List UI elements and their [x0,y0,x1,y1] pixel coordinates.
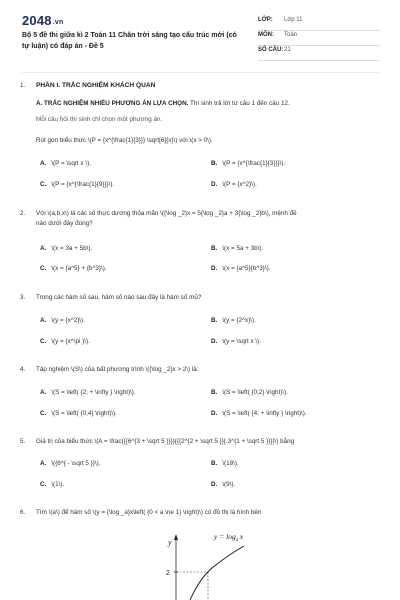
q1-option-d[interactable]: D. \(P = {x^2}\). [211,181,257,188]
q2-option-b[interactable]: B. \(x = 5a + 3b\). [211,245,264,252]
q4-option-b[interactable]: B. \(S = \left( {0;2} \right)\). [211,389,288,396]
curve-label: $y = \log_a x$ [214,532,244,543]
meta-class: LỚP: Lớp 11 [258,14,380,31]
question-number: 1. [20,82,26,89]
section-instruction: Mỗi câu hỏi thí sinh chỉ chọn một phương án. [36,116,163,123]
q5-option-c[interactable]: C. \(1\). [40,481,65,488]
y-axis-label: y [168,538,172,547]
y-axis-arrow-icon [174,534,178,540]
q5-option-b[interactable]: B. \(18\). [211,460,239,467]
q1-option-c[interactable]: C. \(P = {x^{\frac{1}{9}}}\). [40,181,115,188]
q4-option-d[interactable]: D. \(S = \left( {4; + \infty } \right)\). [211,410,307,417]
meta-subject: MÔN: Toán [258,29,380,46]
q3-option-c[interactable]: C. \(y = {x^\pi }\). [40,338,90,345]
q2-option-c[interactable]: C. \(x = {a^5} + {b^3}\). [40,265,107,272]
page: 2048.vn Bộ 5 đề thi giữa kì 2 Toán 11 Chân trời sáng tạo cấu trúc mới (có tự luận) có đáp án - Đề 5 LỚP: Lớp 11 MÔN: Toán SỐ CÂU: 21 1. PHẦN I. TRẮC NGHIỆM KHÁCH QUAN A. TRẮC NGHIỆM NHIỀU PHƯƠNG ÁN LỰA CHỌN. Thí sinh trả lời từ câu 1 đến câu 12. Mỗi câu hỏi thí sinh chỉ chọn một phương án. Rút gọn biểu thức \(P = {x^{\frac{1}{3}}} \sqrt[6]{x}\) với \(x > 0\). A. \(P = \sqrt x \). B. \(P = {x^{\frac{1}{3}}}\). C. \(P = {x^{\frac{1}{9}}}\). D. \(P = {x^2}\). 2. Với \(a,b,x\) là các số thực dương thỏa mãn \({\log _2}x = 5{\log _2}a + 3{\log _2}b\), mệnh đề nào dưới đây đúng? A. \(x = 3a + 5b\). B. \(x = 5a + 3b\). C. \(x = {a^5} + {b^3}\). D. \(x = {a^5}{b^3}\). 3. Trong các hàm số sau, hàm số nào sau đây là hàm số mũ? A. \(y = {x^2}\). B. \(y = {2^x}\). C. \(y = {x^\pi }\). D. \(y = \sqrt x \). 4. Tập nghiệm \(S\) của bất phương trình \({\log _2}x > 2\) là: A. \(S = \left( {2; + \infty } \right)\). B. \(S = \left( {0;2} \right)\). C. \(S = \left( {0;4} \right)\). D. \(S = \left( {4; + \infty } \right)\). 5. Giá trị của biểu thức \(A = \frac{{{6^{3 + \sqrt 5 }}}}{{{2^{2 + \sqrt 5 }}{.3^{1 + \sqrt 5 }}}}\) bằng A. \({6^{ - \sqrt 5 }}\). B. \(18\). C. \(1\). D. \(9\). 6. Tìm \(a\) để hàm số \(y = {\log _a}x\left( {0 < a \ne 1} \right)\) có đồ thị là hình bên y 2 $y = \log_a x$ [0,0,400,600]
q4-option-a[interactable]: A. \(S = \left( {2; + \infty } \right)\). [40,389,136,396]
exam-title: Bộ 5 đề thi giữa kì 2 Toán 11 Chân trời sáng tạo cấu trúc mới (có tự luận) có đáp án - Đề 5 [22,32,237,50]
q5-option-d[interactable]: D. \(9\). [211,481,236,488]
site-logo[interactable]: 2048.vn [22,13,64,28]
meta-question-count: SỐ CÂU: 21 [258,44,380,61]
section-title: PHẦN I. TRẮC NGHIỆM KHÁCH QUAN [36,82,156,89]
log-curve [190,546,244,600]
q1-option-b[interactable]: B. \(P = {x^{\frac{1}{3}}}\). [211,160,286,167]
q2-option-d[interactable]: D. \(x = {a^5}{b^3}\). [211,265,271,272]
question-1-text: Rút gọn biểu thức \(P = {x^{\frac{1}{3}}} \sqrt[6]{x}\) với \(x > 0\). [36,137,213,144]
q3-option-b[interactable]: B. \(y = {2^x}\). [211,317,256,324]
tick-label-2: 2 [166,570,170,577]
q3-option-d[interactable]: D. \(y = \sqrt x \). [211,338,261,345]
q5-option-a[interactable]: A. \({6^{ - \sqrt 5 }}\). [40,460,101,467]
q1-option-a[interactable]: A. \(P = \sqrt x \). [40,160,91,167]
q3-option-a[interactable]: A. \(y = {x^2}\). [40,317,85,324]
q4-option-c[interactable]: C. \(S = \left( {0;4} \right)\). [40,410,117,417]
q2-option-a[interactable]: A. \(x = 3a + 5b\). [40,245,93,252]
section-subtitle: A. TRẮC NGHIỆM NHIỀU PHƯƠNG ÁN LỰA CHỌN. Thí sinh trả lời từ câu 1 đến câu 12. [36,100,290,107]
